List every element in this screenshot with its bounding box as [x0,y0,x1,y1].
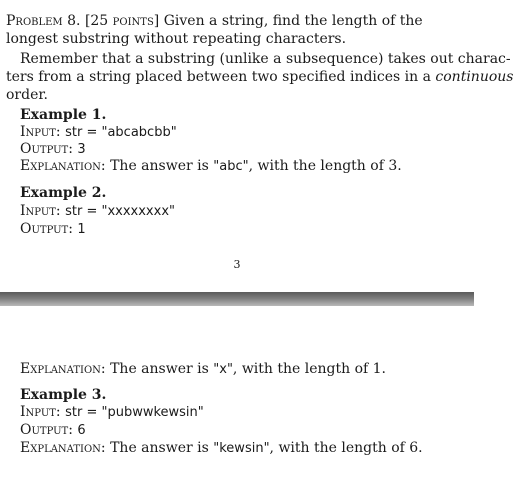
output-value: 6 [77,423,86,438]
problem-statement-line-2: longest substring without repeating characters. [6,31,347,47]
example-2-explanation [20,360,386,379]
input-label: Input: [20,203,61,219]
explanation-label: Explanation: [20,440,106,456]
problem-title: Problem 8. [6,13,81,29]
problem-points: [25 points] [84,13,160,29]
explanation-suffix: , with the length of 6. [269,440,423,456]
problem-note-text: ters from a string placed between two specified indices in a [6,69,431,85]
explanation-label: Explanation: [20,361,106,377]
example-2-heading: Example 2. [20,185,107,201]
explanation-value: "x" [213,362,233,377]
explanation-prefix: The answer is [110,440,209,456]
input-label: Input: [20,124,61,140]
explanation-value: "kewsin" [213,441,270,456]
explanation-suffix: , with the length of 1. [232,361,387,377]
problem-statement-line-1 [6,12,423,30]
input-label: Input: [20,404,61,420]
example-3-input [20,403,204,422]
output-label: Output: [20,141,73,157]
example-1-heading: Example 1. [20,107,107,123]
problem-note-line-1: Remember that a substring (unlike a subsequence) takes out charac- [20,51,511,67]
explanation-value: "abc" [213,159,249,174]
example-3-heading: Example 3. [20,387,107,403]
explanation-prefix: The answer is [110,361,209,377]
output-label: Output: [20,221,73,237]
explanation-label: Explanation: [20,158,106,174]
explanation-prefix: The answer is [110,158,209,174]
example-3-explanation [20,439,423,458]
output-value: 3 [77,142,86,157]
explanation-suffix: , with the length of 3. [248,158,402,174]
problem-note-emphasis: continuous [435,69,513,85]
page-number: 3 [233,258,241,271]
example-1-explanation [20,157,402,176]
output-label: Output: [20,422,73,438]
problem-note-line-2 [6,68,513,86]
input-value: str = "abcabcbb" [65,125,177,140]
example-2-input [20,202,175,221]
output-value: 1 [77,222,86,237]
input-value: str = "xxxxxxxx" [65,204,175,219]
problem-note-line-3: order. [6,87,48,103]
example-3-output [20,421,86,440]
input-value: str = "pubwwkewsin" [65,405,204,420]
page-separator [0,292,474,306]
example-2-output [20,220,86,239]
problem-statement-start: Given a string, find the length of the [163,13,423,29]
document-page-bottom [0,306,474,503]
